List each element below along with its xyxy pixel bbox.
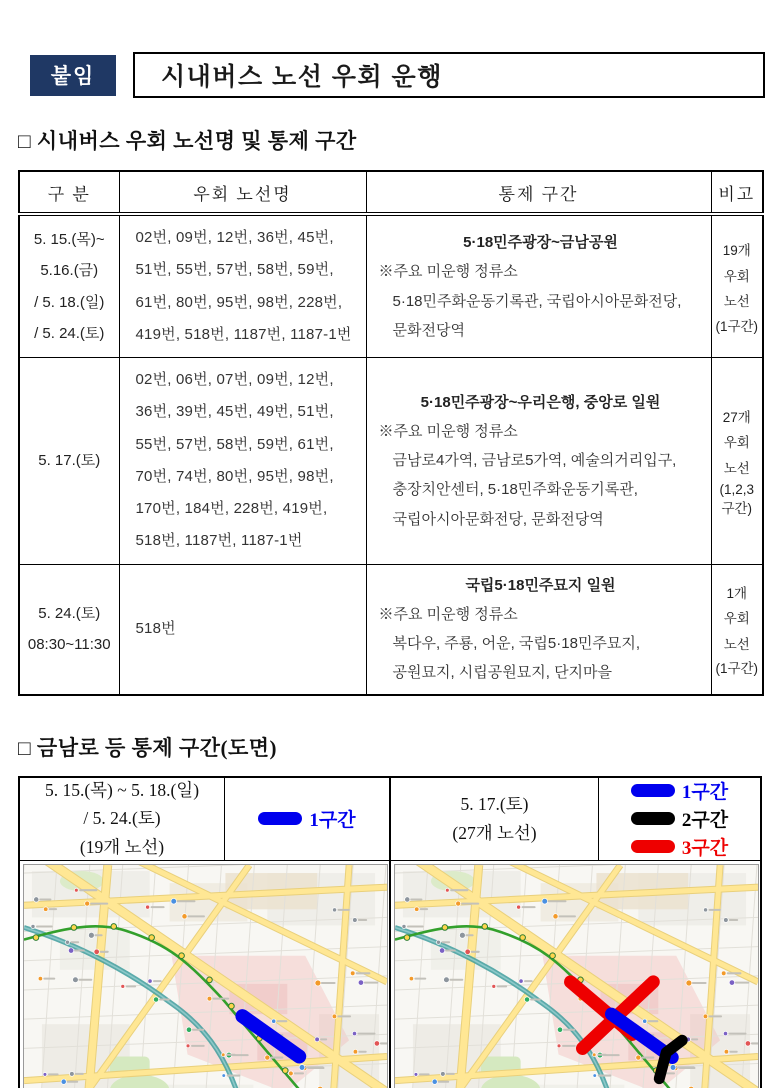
row1-period: 5. 15.(목)~ 5.16.(금) / 5. 18.(일) / 5. 24.(토) (19, 214, 119, 358)
row3-remark: 1개 우회 노선 (1구간) (711, 564, 763, 695)
section1-heading: □ 시내버스 우회 노선명 및 통제 구간 (18, 129, 357, 153)
map-right-legend (599, 778, 760, 860)
map-left-legend (225, 778, 389, 860)
col-header-remark: 비고 (711, 171, 763, 214)
map-right-period: 5. 17.(토) (27개 노선) (391, 778, 599, 860)
row3-control-title: 국립5·18민주묘지 일원 (465, 576, 616, 594)
map-left-header (20, 778, 389, 861)
legend-line-swatch-zone3 (631, 840, 675, 853)
row2-routes: 02번, 06번, 07번, 09번, 12번, 36번, 39번, 45번, 49번, 51번, 55번, 57번, 58번, 59번, 61번, 70번, 74번, 80번, 95번, 98번, 170번, 184번, 228번, 419번, 518번, 1187번, 1187-1번 (119, 358, 366, 565)
table-header-row (19, 171, 763, 214)
legend-row (631, 833, 728, 860)
col-header-routes: 우회 노선명 (119, 171, 366, 214)
row2-control (366, 358, 711, 565)
map-left-canvas (20, 861, 389, 1088)
row2-period: 5. 17.(토) (19, 358, 119, 565)
row3-control-stops: 복다우, 주룡, 어운, 국립5·18민주묘지, 공원묘지, 시립공원묘지, 단지마을 (392, 635, 641, 682)
legend-label-zone1: 1구간 (681, 782, 729, 803)
row1-control-note: ※주요 미운행 정류소 (378, 263, 518, 281)
legend-row (258, 805, 355, 832)
map-right-header (391, 778, 760, 861)
row3-routes: 518번 (119, 564, 366, 695)
section2-heading: □ 금남로 등 통제 구간(도면) (18, 735, 278, 760)
col-header-category: 구 분 (19, 171, 119, 214)
title-box (133, 52, 765, 98)
legend-line-swatch-zone1 (631, 784, 675, 797)
legend-label-zone3: 3구간 (681, 838, 729, 859)
row1-control (366, 214, 711, 358)
col-header-control: 통제 구간 (366, 171, 711, 214)
row3-period: 5. 24.(토) 08:30~11:30 (19, 564, 119, 695)
table-row (19, 214, 763, 358)
detour-table (18, 170, 764, 696)
document-title: 시내버스 노선 우회 운행 (161, 63, 443, 91)
map-left-period: 5. 15.(목) ~ 5. 18.(일) / 5. 24.(토) (19개 노선) (20, 778, 225, 860)
map-left-image (23, 864, 388, 1088)
map-panel-left (20, 778, 391, 1088)
row3-control (366, 564, 711, 695)
legend-label-zone1: 1구간 (309, 810, 356, 831)
row2-control-note: ※주요 미운행 정류소 (378, 422, 518, 440)
map-right-image (394, 864, 759, 1088)
attachment-badge: 붙임 (30, 55, 116, 96)
table-row (19, 564, 763, 695)
row2-control-stops: 금남로4가역, 금남로5가역, 예술의거리입구, 충장치안센터, 5·18민주화운동기록관, 국립아시아문화전당, 문화전당역 (392, 452, 677, 528)
legend-label-zone2: 2구간 (681, 810, 729, 831)
row3-control-note: ※주요 미운행 정류소 (378, 605, 518, 623)
row1-routes: 02번, 09번, 12번, 36번, 45번, 51번, 55번, 57번, 58번, 59번, 61번, 80번, 95번, 98번, 228번, 419번, 518번, 1187번, 1187-1번 (119, 214, 366, 358)
map-section (18, 776, 762, 1088)
legend-line-swatch-zone2 (631, 812, 675, 825)
legend-line-swatch-zone1 (258, 812, 302, 825)
row1-control-title: 5·18민주광장~금남공원 (463, 234, 618, 251)
map-right-canvas (391, 861, 760, 1088)
legend-row (631, 777, 728, 804)
row1-remark: 19개 우회 노선 (1구간) (711, 214, 763, 358)
row2-control-title: 5·18민주광장~우리은행, 중앙로 일원 (420, 393, 661, 411)
map-panel-right (391, 778, 760, 1088)
document-header (30, 52, 765, 98)
row2-remark: 27개 우회 노선 (1,2,3 구간) (711, 358, 763, 565)
table-row (19, 358, 763, 565)
legend-row (631, 805, 728, 832)
row1-control-stops: 5·18민주화운동기록관, 국립아시아문화전당, 문화전당역 (392, 292, 682, 339)
